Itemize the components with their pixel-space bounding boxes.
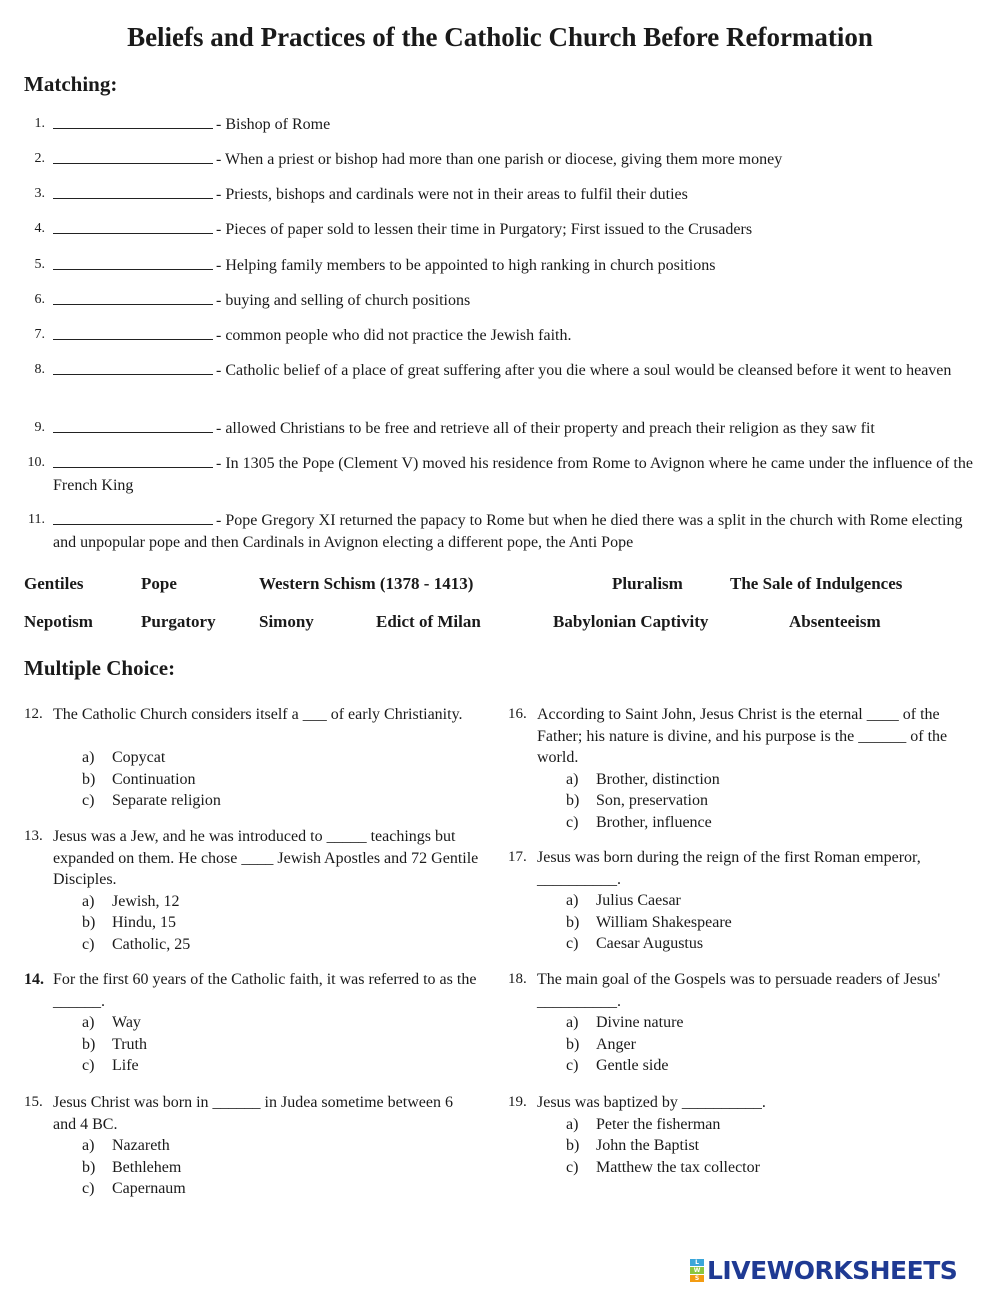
- item-definition: - Helping family members to be appointed to high ranking in church positions: [216, 257, 716, 274]
- item-number: 6.: [34, 292, 45, 307]
- matching-heading: Matching:: [24, 72, 118, 96]
- option-a[interactable]: a) Copycat: [82, 749, 166, 766]
- option-b[interactable]: b) John the Baptist: [566, 1137, 700, 1154]
- question-number: 14.: [24, 971, 44, 988]
- option-c[interactable]: c) Brother, influence: [566, 813, 712, 831]
- option-c[interactable]: c) Gentle side: [566, 1057, 669, 1074]
- option-b[interactable]: b) Truth: [82, 1035, 147, 1053]
- item-number: 5.: [34, 257, 45, 272]
- answer-blank[interactable]: [53, 416, 213, 433]
- option-c[interactable]: c) Life: [82, 1057, 139, 1074]
- option-a[interactable]: a) Julius Caesar: [566, 892, 681, 909]
- bank-word[interactable]: Purgatory: [141, 612, 216, 631]
- option-a[interactable]: a) Nazareth: [82, 1137, 170, 1154]
- question-text: The main goal of the Gospels was to persuade readers of Jesus' __________.: [537, 971, 941, 1010]
- item-number: 7.: [34, 327, 45, 342]
- option-c[interactable]: c) Capernaum: [82, 1180, 186, 1197]
- option-a[interactable]: a) Brother, distinction: [566, 770, 720, 788]
- bank-word[interactable]: The Sale of Indulgences: [730, 574, 903, 593]
- answer-blank[interactable]: [53, 182, 213, 199]
- option-b[interactable]: b) Hindu, 15: [82, 914, 176, 931]
- item-definition: - allowed Christians to be free and retrieve all of their property and preach their religion as they saw fit: [216, 420, 875, 437]
- item-number: 11.: [28, 512, 45, 527]
- item-definition: - When a priest or bishop had more than one parish or diocese, giving them more money: [216, 151, 783, 168]
- option-c[interactable]: c) Separate religion: [82, 792, 221, 809]
- answer-blank[interactable]: [53, 217, 213, 234]
- option-a[interactable]: a) Divine nature: [566, 1014, 684, 1031]
- bank-word[interactable]: Absenteeism: [789, 612, 881, 631]
- item-definition: - Bishop of Rome: [216, 116, 331, 133]
- answer-blank[interactable]: [53, 358, 213, 375]
- option-a[interactable]: a) Peter the fisherman: [566, 1115, 721, 1133]
- answer-blank[interactable]: [53, 323, 213, 340]
- question-number: 18.: [508, 971, 527, 987]
- option-b[interactable]: b) Anger: [566, 1035, 636, 1053]
- option-c[interactable]: c) Caesar Augustus: [566, 935, 704, 952]
- option-c[interactable]: c) Matthew the tax collector: [566, 1158, 760, 1176]
- multiple-choice-heading: Multiple Choice:: [24, 656, 176, 680]
- bank-word[interactable]: Pluralism: [612, 574, 683, 593]
- question-number: 16.: [508, 706, 527, 722]
- liveworksheets-logo: [690, 1254, 957, 1286]
- bank-word[interactable]: Edict of Milan: [376, 612, 481, 631]
- item-definition: - Priests, bishops and cardinals were not in their areas to fulfil their duties: [216, 186, 688, 203]
- item-number: 2.: [34, 151, 45, 166]
- option-b[interactable]: b) William Shakespeare: [566, 913, 732, 931]
- item-number: 3.: [34, 186, 45, 201]
- bank-word[interactable]: Western Schism (1378 - 1413): [259, 574, 474, 593]
- question-text: Jesus was born during the reign of the first Roman emperor, __________.: [537, 849, 921, 888]
- answer-blank[interactable]: [53, 253, 213, 270]
- option-a[interactable]: a) Jewish, 12: [82, 892, 180, 910]
- item-number: 9.: [34, 420, 45, 435]
- answer-blank[interactable]: [53, 112, 213, 129]
- question-text: Jesus Christ was born in ______ in Judea sometime between 6 and 4 BC.: [53, 1094, 453, 1133]
- answer-blank[interactable]: [53, 147, 213, 164]
- bank-word[interactable]: Pope: [141, 574, 177, 593]
- bank-word[interactable]: Babylonian Captivity: [553, 612, 709, 631]
- answer-blank[interactable]: [53, 451, 213, 468]
- question-number: 17.: [508, 849, 527, 865]
- item-number: 4.: [34, 221, 45, 236]
- question-number: 12.: [24, 706, 43, 722]
- item-definition: - In 1305 the Pope (Clement V) moved his residence from Rome to Avignon where he came under the influence of the French King: [53, 455, 973, 494]
- question-text: Jesus was a Jew, and he was introduced to _____ teachings but expanded on them. He chose ____ Jewish Apostles and 72 Gentile Disciples.: [53, 828, 479, 888]
- item-definition: - common people who did not practice the Jewish faith.: [216, 327, 572, 344]
- option-c[interactable]: c) Catholic, 25: [82, 935, 191, 953]
- question-number: 15.: [24, 1094, 43, 1110]
- question-text: For the first 60 years of the Catholic faith, it was referred to as the ______.: [53, 971, 477, 1010]
- answer-blank[interactable]: [53, 288, 213, 305]
- question-number: 19.: [508, 1094, 527, 1110]
- item-number: 8.: [34, 362, 45, 377]
- bank-word[interactable]: Nepotism: [24, 612, 93, 631]
- item-definition: - Catholic belief of a place of great suffering after you die where a soul would be cleansed before it went to heaven: [216, 362, 952, 379]
- question-text: The Catholic Church considers itself a ___ of early Christianity.: [53, 706, 463, 723]
- item-number: 10.: [27, 455, 45, 470]
- question-text: According to Saint John, Jesus Christ is the eternal ____ of the Father; his nature is divine, and his purpose is the ______ of the world.: [537, 706, 948, 766]
- option-a[interactable]: a) Way: [82, 1014, 141, 1031]
- item-definition: - buying and selling of church positions: [216, 292, 471, 309]
- answer-blank[interactable]: [53, 508, 213, 525]
- option-b[interactable]: b) Son, preservation: [566, 792, 708, 809]
- question-number: 13.: [24, 828, 43, 844]
- bank-word[interactable]: Gentiles: [24, 574, 84, 593]
- page-title: Beliefs and Practices of the Catholic Church Before Reformation: [127, 22, 873, 52]
- option-b[interactable]: b) Continuation: [82, 770, 196, 788]
- logo-text: LIVEWORKSHEETS: [707, 1255, 958, 1285]
- item-definition: - Pieces of paper sold to lessen their time in Purgatory; First issued to the Crusaders: [216, 221, 753, 238]
- question-text: Jesus was baptized by __________.: [537, 1094, 766, 1111]
- logo-icon: L W S: [690, 1259, 704, 1282]
- item-definition: - Pope Gregory XI returned the papacy to Rome but when he died there was a split in the church with Rome electing and unpopular pope and then Cardinals in Avignon electing a different pope, the Anti Pope: [53, 512, 963, 551]
- item-number: 1.: [34, 116, 45, 131]
- bank-word[interactable]: Simony: [259, 612, 314, 631]
- option-b[interactable]: b) Bethlehem: [82, 1158, 182, 1176]
